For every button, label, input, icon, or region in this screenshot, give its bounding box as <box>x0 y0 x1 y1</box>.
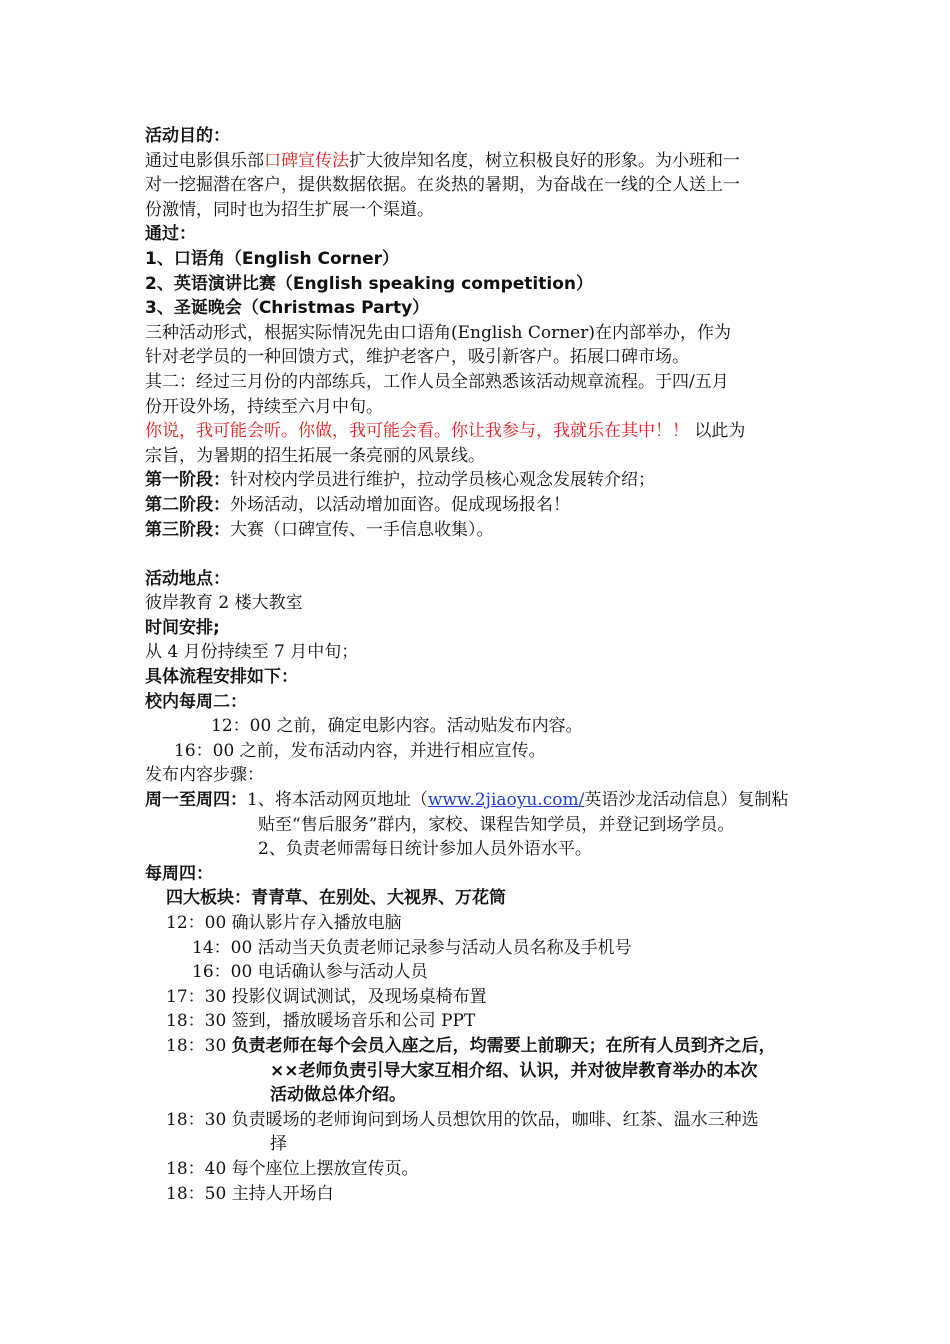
website-link[interactable]: www.2jiaoyu.com/ <box>427 790 585 811</box>
time-text: 从 4 月份持续至 7 月中旬； <box>145 642 359 663</box>
schedule-row: 16：00 电话确认参与活动人员 <box>192 962 428 983</box>
second-paragraph-line-2: 份开设外场，持续至六月中旬。 <box>145 396 383 417</box>
purpose-paragraph-line-3: 份激情，同时也为招生扩展一个渠道。 <box>145 199 434 220</box>
stage-3: 第三阶段：大赛（口碑宣传、一手信息收集）。 <box>145 519 494 540</box>
document-page <box>145 124 825 1206</box>
schedule-row-bold-line-3: 活动做总体介绍。 <box>270 1085 406 1106</box>
blocks-line: 四大板块：青青草、在别处、大视界、万花筒 <box>166 888 506 909</box>
tuesday-heading: 校内每周二： <box>145 691 247 712</box>
list-item: 3、圣诞晚会（Christmas Party） <box>145 298 430 319</box>
schedule-row-drinks-line-2: 择 <box>270 1134 287 1155</box>
mon-thu-step-1-line-2: 贴至“售后服务”群内，家校、课程告知学员，并登记到场学员。 <box>258 814 735 835</box>
schedule-row-host: 18：50 主持人开场白 <box>166 1183 334 1204</box>
red-highlight: 口碑宣传法 <box>264 150 349 171</box>
mon-thu-step-2: 2、负责老师需每日统计参加人员外语水平。 <box>258 839 592 860</box>
schedule-row: 14：00 活动当天负责老师记录参与活动人员名称及手机号 <box>192 937 632 958</box>
schedule-row: 12：00 确认影片存入播放电脑 <box>166 913 402 933</box>
via-heading: 通过： <box>145 224 196 245</box>
purpose-heading: 活动目的： <box>145 126 230 146</box>
schedule-row: 17：30 投影仪调试测试，及现场桌椅布置 <box>166 986 487 1007</box>
location-text: 彼岸教育 2 楼大教室 <box>145 593 303 614</box>
location-heading: 活动地点： <box>145 568 230 589</box>
schedule-row-drinks: 18：30 负责暖场的老师询问到场人员想饮用的饮品，咖啡、红茶、温水三种选 <box>166 1109 759 1130</box>
schedule-row-bold-line-2: ××老师负责引导大家互相介绍、认识，并对彼岸教育举办的本次 <box>270 1060 758 1081</box>
thursday-heading: 每周四： <box>145 863 213 884</box>
stage-1: 第一阶段：针对校内学员进行维护，拉动学员核心观念发展转介绍； <box>145 470 655 491</box>
slogan-line-1: 你说，我可能会听。你做，我可能会看。你让我参与，我就乐在其中！！ 以此为 <box>145 421 746 442</box>
list-item: 1、口语角（English Corner） <box>145 248 400 269</box>
flow-heading: 具体流程安排如下： <box>145 667 298 688</box>
slogan-red: 你说，我可能会听。你做，我可能会看。你让我参与，我就乐在其中！！ <box>145 421 689 442</box>
mon-thu-step-1: 周一至周四：1、将本活动网页地址（www.2jiaoyu.com/英语沙龙活动信息）复制粘 <box>145 790 789 811</box>
publish-steps-heading: 发布内容步骤： <box>145 765 264 786</box>
forms-paragraph-line-2: 针对老学员的一种回馈方式，维护老客户，吸引新客户。拓展口碑市场。 <box>145 347 689 368</box>
tuesday-step-1: 12：00 之前，确定电影内容。活动贴发布内容。 <box>211 716 583 737</box>
schedule-row-flyers: 18：40 每个座位上摆放宣传页。 <box>166 1158 419 1179</box>
spacer <box>145 542 825 567</box>
forms-paragraph-line-1: 三种活动形式，根据实际情况先由口语角(English Corner)在内部举办，作为 <box>145 322 731 343</box>
schedule-row-bold: 18：30 负责老师在每个会员入座之后，均需要上前聊天；在所有人员到齐之后， <box>166 1035 776 1056</box>
tuesday-step-2: 16：00 之前，发布活动内容，并进行相应宣传。 <box>174 740 546 761</box>
purpose-paragraph-line-1: 通过电影俱乐部口碑宣传法扩大彼岸知名度，树立积极良好的形象。为小班和一 <box>145 150 740 171</box>
stage-2: 第二阶段：外场活动，以活动增加面咨。促成现场报名！ <box>145 494 570 515</box>
second-paragraph-line-1: 其二：经过三月份的内部练兵，工作人员全部熟悉该活动规章流程。于四/五月 <box>145 371 729 392</box>
list-item: 2、英语演讲比赛（English speaking competition） <box>145 273 593 294</box>
purpose-paragraph-line-2: 对一挖掘潜在客户，提供数据依据。在炎热的暑期，为奋战在一线的仝人送上一 <box>145 175 740 196</box>
time-heading: 时间安排; <box>145 617 220 638</box>
schedule-row: 18：30 签到，播放暖场音乐和公司 PPT <box>166 1011 476 1032</box>
slogan-line-2: 宗旨，为暑期的招生拓展一条亮丽的风景线。 <box>145 445 485 466</box>
